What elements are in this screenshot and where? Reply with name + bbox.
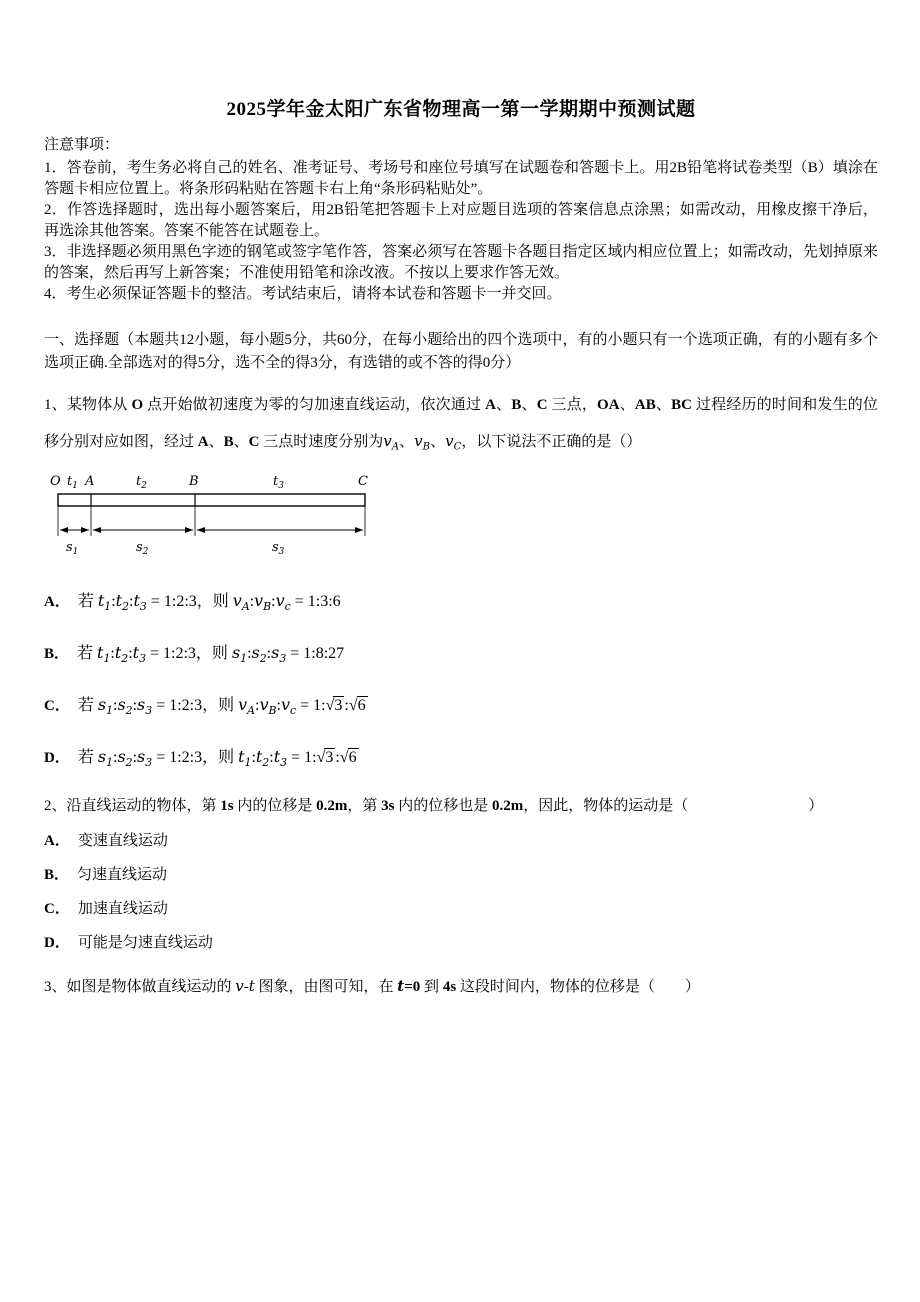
option-formula: 若 $s_1:s_2:s_3$ = 1:2:3，则 $v_A:v_B:v_c$ = 1:√3 :√6 <box>77 695 366 717</box>
option-text: 加速直线运动 <box>77 901 168 917</box>
question-2-stem: 2、沿直线运动的物体，第 1s 内的位移是 0.2m，第 3s 内的位移也是 0.2m，因此，物体的运动是（ ） <box>44 798 824 814</box>
option-label: D． <box>44 935 70 951</box>
figure-label-O: O <box>50 474 61 489</box>
question-1-option-a <box>44 589 878 614</box>
notice-item-3: 3．非选择题必须用黑色字迹的钢笔或签字笔作答，答案必须写在答题卡各题目指定区域内相应位置上；如需改动，先划掉原来的答案，然后再写上新答案；不准使用铅笔和涂改液。不按以上要求作答无效。 <box>44 244 878 281</box>
option-label: B． <box>44 646 70 662</box>
question-1-option-b <box>44 641 878 666</box>
question-2-option-d <box>44 932 878 954</box>
figure-label-t3: $t_3$ <box>273 474 284 492</box>
option-formula: 若 $t_1:t_2:t_3$ = 1:2:3，则 $s_1:s_2:s_3$ = 1:8:27 <box>77 643 345 665</box>
figure-label-t2: $t_2$ <box>136 474 147 492</box>
figure-label-s2: $s_2$ <box>136 540 149 558</box>
question-2-option-b <box>44 864 878 886</box>
option-label: B． <box>44 867 70 883</box>
option-text: 匀速直线运动 <box>77 867 168 883</box>
motion-diagram <box>50 490 380 552</box>
option-text: 可能是匀速直线运动 <box>77 935 213 951</box>
question-2-option-c <box>44 898 878 920</box>
option-label: A． <box>44 833 70 849</box>
option-label: C． <box>44 901 70 917</box>
question-1-figure <box>50 474 390 562</box>
option-text: 变速直线运动 <box>77 833 168 849</box>
figure-label-C: C <box>358 474 368 489</box>
option-formula: 若 $t_1:t_2:t_3$ = 1:2:3，则 $v_A:v_B:v_c$ = 1:3:6 <box>77 591 341 613</box>
question-1-option-c <box>44 693 878 718</box>
question-1-option-d <box>44 745 878 770</box>
notice-item-2: 2．作答选择题时，选出每小题答案后，用2B铅笔把答题卡上对应题目选项的答案信息点涂黑；如需改动，用橡皮擦干净后，再选涂其他答案。答案不能答在试题卷上。 <box>44 202 878 239</box>
notice-heading: 注意事项： <box>44 137 120 153</box>
option-formula: 若 $s_1:s_2:s_3$ = 1:2:3，则 $t_1:t_2:t_3$ = 1:√3 :√6 <box>77 747 357 769</box>
figure-label-A: A <box>85 474 95 489</box>
figure-label-B: B <box>189 474 199 489</box>
notice-item-1: 1．答卷前，考生务必将自己的姓名、准考证号、考场号和座位号填写在试题卷和答题卡上。用2B铅笔将试卷类型（B）填涂在答题卡相应位置上。将条形码粘贴在答题卡右上角“条形码粘贴处”。 <box>44 160 878 197</box>
notice-item-4: 4．考生必须保证答题卡的整洁。考试结束后，请将本试卷和答题卡一并交回。 <box>44 286 562 302</box>
page-title: 2025学年金太阳广东省物理高一第一学期期中预测试题 <box>226 99 696 120</box>
figure-label-s1: $s_1$ <box>66 540 79 558</box>
option-label: A． <box>44 594 70 610</box>
figure-label-s3: $s_3$ <box>272 540 285 558</box>
option-label: D． <box>44 750 70 766</box>
question-1-stem: 1、某物体从 O 点开始做初速度为零的匀加速直线运动，依次通过 A、B、C 三点，OA、AB、BC 过程经历的时间和发生的位移分别对应如图，经过 A、B、C 三点时速度分别为$v_A$、$v_B$、$v_C$，以下说法不正确的是（） <box>44 397 878 453</box>
option-label: C． <box>44 698 70 714</box>
question-3-stem: 3、如图是物体做直线运动的 v-t 图象，由图可知，在 t=0 到 4s 这段时间内，物体的位移是（ ） <box>44 977 700 995</box>
section-1-heading: 一、选择题（本题共12小题，每小题5分，共60分，在每小题给出的四个选项中，有的小题只有一个选项正确，有的小题有多个选项正确.全部选对的得5分，选不全的得3分，有选错的或不答的得0分） <box>44 332 878 371</box>
figure-label-t1: $t_1$ <box>67 474 78 492</box>
question-2-option-a <box>44 830 878 852</box>
